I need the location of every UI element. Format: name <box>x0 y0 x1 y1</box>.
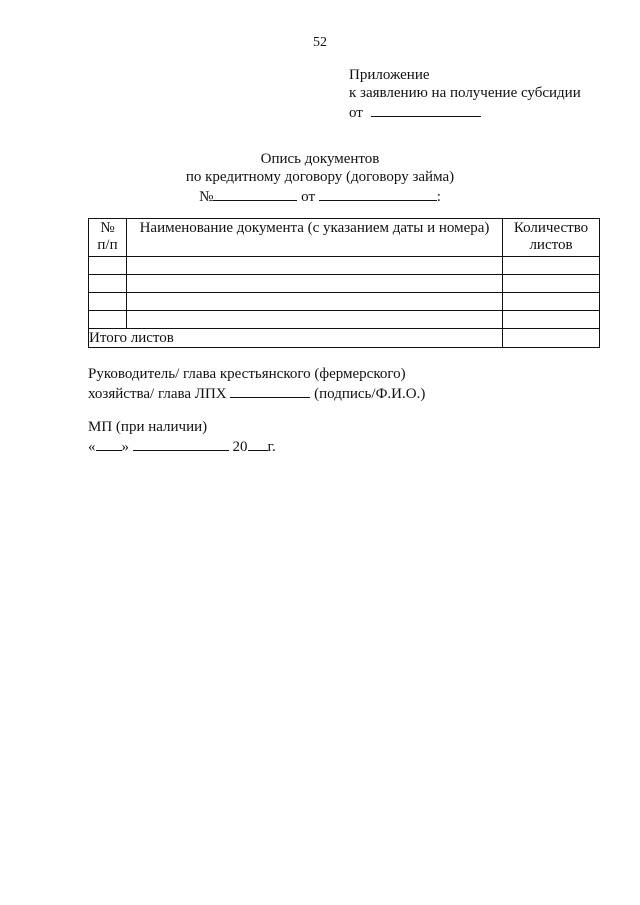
table-cell-qty[interactable] <box>503 275 600 293</box>
date-year-prefix: 20 <box>232 439 248 455</box>
total-label: Итого листов <box>89 329 503 348</box>
table-cell-qty[interactable] <box>503 257 600 275</box>
documents-table <box>88 218 600 348</box>
title-line-2: по кредитному договору (договору займа) <box>185 169 455 185</box>
table-cell-number[interactable] <box>89 311 127 329</box>
appendix-header <box>349 66 581 120</box>
signature-line-1: Руководитель/ глава крестьянского (фермерского) <box>88 366 406 382</box>
header-number <box>89 219 127 257</box>
page-number: 52 <box>313 35 327 50</box>
total-sheet-count[interactable] <box>503 329 600 348</box>
date-year-suffix: г. <box>267 439 276 455</box>
appendix-subtitle: к заявлению на получение субсидии <box>349 85 581 101</box>
signature-role-label: хозяйства/ глава ЛПХ <box>88 386 227 402</box>
table-cell-name[interactable] <box>127 275 503 293</box>
document-title <box>0 150 640 204</box>
contract-number-blank <box>213 186 297 201</box>
table-row <box>89 311 600 329</box>
table-row <box>89 257 600 275</box>
table-cell-number[interactable] <box>89 293 127 311</box>
table-cell-name[interactable] <box>127 257 503 275</box>
title-colon: : <box>436 189 441 205</box>
signature-blank <box>230 383 310 398</box>
table-cell-qty[interactable] <box>503 293 600 311</box>
total-row <box>89 329 600 348</box>
table-cell-name[interactable] <box>127 311 503 329</box>
appendix-date-line <box>349 102 581 120</box>
contract-from-label: от <box>301 189 315 205</box>
date-month-blank <box>133 436 229 451</box>
title-line-1: Опись документов <box>260 151 380 167</box>
header-document-name <box>127 219 503 257</box>
table-cell-name[interactable] <box>127 293 503 311</box>
table-header-row <box>89 219 600 257</box>
appendix-date-blank <box>371 102 481 117</box>
date-line <box>88 436 276 454</box>
stamp-block <box>88 418 276 454</box>
contract-date-blank <box>319 186 437 201</box>
header-document-name-text: Наименование документа (с указанием даты и номера) <box>139 220 490 236</box>
signature-caption: (подпись/Ф.И.О.) <box>314 386 426 402</box>
table-row <box>89 293 600 311</box>
stamp-label: МП (при наличии) <box>88 419 208 435</box>
signature-line-2 <box>88 383 425 401</box>
date-year-blank <box>248 436 268 451</box>
header-number-line1: № <box>100 220 115 236</box>
date-day-blank <box>96 436 122 451</box>
signature-block <box>88 365 425 401</box>
number-sign: № <box>199 189 214 205</box>
appendix-from-label: от <box>349 105 363 121</box>
date-open-quote: « <box>88 439 96 455</box>
title-contract-line <box>0 186 640 204</box>
table-row <box>89 275 600 293</box>
date-close-quote: » <box>121 439 129 455</box>
appendix-title: Приложение <box>349 67 430 83</box>
table-cell-number[interactable] <box>89 275 127 293</box>
header-sheet-count-line1: Количество <box>513 220 589 236</box>
table-cell-number[interactable] <box>89 257 127 275</box>
table-cell-qty[interactable] <box>503 311 600 329</box>
header-sheet-count <box>503 219 600 257</box>
header-number-line2: п/п <box>97 237 118 253</box>
header-sheet-count-line2: листов <box>529 237 573 253</box>
